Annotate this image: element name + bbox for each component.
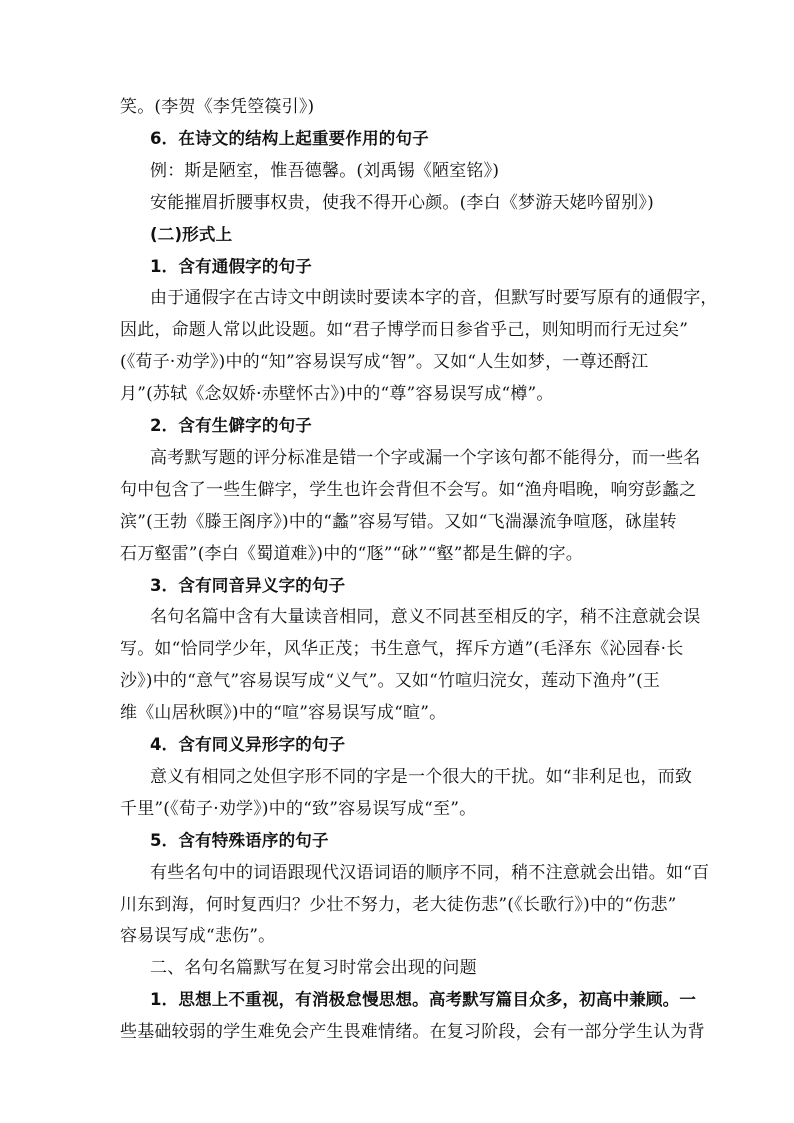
paragraph-line: 二、名句名篇默写在复习时常会出现的问题	[150, 958, 477, 978]
paragraph-line: 例：斯是陋室，惟吾德馨。(刘禹锡《陋室铭》)	[150, 161, 500, 181]
section-heading: 5．含有特殊语序的句子	[150, 831, 329, 850]
paragraph-line: 安能摧眉折腰事权贵，使我不得开心颜。(李白《梦游天姥吟留别》)	[150, 193, 654, 213]
paragraph-line: (《荀子·劝学》)中的“知”容易误写成“智”。又如“人生如梦，一尊还酹江	[120, 352, 649, 372]
section-heading: 1．思想上不重视，有消极怠慢思想。高考默写篇目众多，初高中兼顾。一	[150, 990, 697, 1009]
section-heading: 1．含有通假字的句子	[150, 257, 312, 276]
paragraph-line: 由于通假字在古诗文中朗读时要读本字的音，但默写时要写原有的通假字，	[150, 288, 718, 308]
paragraph-line: 沙》)中的“意气”容易误写成“义气”。又如“竹喧归浣女，莲动下渔舟”(王	[120, 671, 661, 691]
paragraph-line: 句中包含了一些生僻字，学生也许会背但不会写。如“渔舟唱晚，响穷彭蠡之	[120, 480, 697, 500]
paragraph-line: 笑。(李贺《李凭箜篌引》)	[120, 97, 315, 117]
paragraph-line: 些基础较弱的学生难免会产生畏难情绪。在复习阶段，会有一部分学生认为背	[120, 1022, 705, 1042]
paragraph-line: 高考默写题的评分标准是错一个字或漏一个字该句都不能得分，而一些名	[150, 448, 701, 468]
paragraph-line: 川东到海，何时复西归？少壮不努力，老大徒伤悲”(《长歌行》)中的“伤悲”	[120, 895, 677, 915]
paragraph-line: 有些名句中的词语跟现代汉语词语的顺序不同，稍不注意就会出错。如“百	[150, 863, 710, 883]
paragraph-line: 滨”(王勃《滕王阁序》)中的“蠡”容易写错。又如“飞湍瀑流争喧豗，砯崖转	[120, 512, 677, 532]
section-heading: 3．含有同音异义字的句子	[150, 576, 346, 595]
paragraph-line: 因此，命题人常以此设题。如“君子博学而日参省乎己，则知明而行无过矣”	[120, 320, 689, 340]
paragraph-line: 维《山居秋暝》)中的“喧”容易误写成“暄”。	[120, 703, 447, 723]
section-heading: 4．含有同义异形字的句子	[150, 735, 346, 754]
paragraph-line: 名句名篇中含有大量读音相同，意义不同甚至相反的字，稍不注意就会误	[150, 607, 701, 627]
section-heading: 6．在诗文的结构上起重要作用的句子	[150, 129, 429, 148]
paragraph-line: 千里”(《荀子·劝学》)中的“致”容易误写成“至”。	[120, 799, 477, 819]
paragraph-line: 意义有相同之处但字形不同的字是一个很大的干扰。如“非利足也，而致	[150, 767, 693, 787]
paragraph-line: 容易误写成“悲伤”。	[120, 926, 276, 946]
paragraph-line: 写。如“恰同学少年，风华正茂；书生意气，挥斥方遒”(毛泽东《沁园春·长	[120, 639, 684, 659]
paragraph-line: 月”(苏轼《念奴娇·赤壁怀古》)中的“尊”容易误写成“樽”。	[120, 384, 554, 404]
section-heading: 2．含有生僻字的句子	[150, 416, 312, 435]
section-heading: (二)形式上	[150, 225, 233, 244]
paragraph-line: 石万壑雷”(李白《蜀道难》)中的“豗”“砯”“壑”都是生僻的字。	[120, 544, 583, 564]
